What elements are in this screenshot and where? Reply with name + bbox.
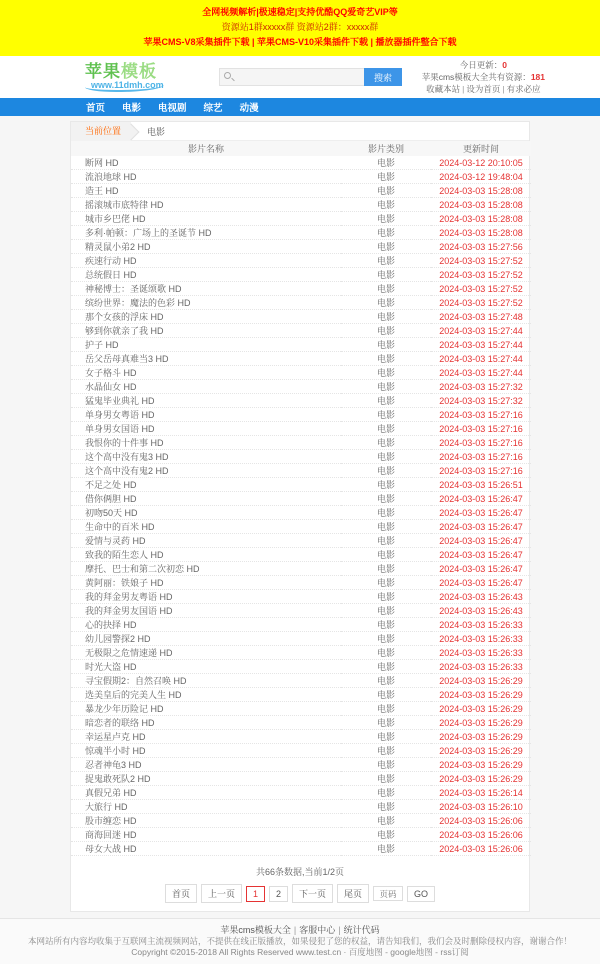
movie-title-link[interactable]: 生命中的百米 HD	[85, 522, 155, 532]
table-row	[71, 800, 531, 814]
movie-title-link[interactable]: 缤纷世界：魔法的色彩 HD	[85, 298, 191, 308]
logo-url: www.11dmh.com	[85, 80, 164, 92]
movie-updated-time: 2024-03-03 15:27:44	[431, 352, 531, 366]
separator: |	[462, 84, 465, 94]
movie-title-link[interactable]: 幼儿园警探2 HD	[85, 634, 151, 644]
movie-category-link[interactable]: 电影	[376, 284, 395, 294]
pagination-info: 共66条数据,当前1/2页	[255, 867, 345, 877]
table-row	[71, 296, 531, 310]
table-row	[71, 758, 531, 772]
movie-title-link[interactable]: 选美皇后的完美人生 HD	[85, 690, 182, 700]
movie-updated-time: 2024-03-03 15:26:47	[431, 506, 531, 520]
nav-item-4[interactable]: 动漫	[239, 103, 259, 114]
table-row	[71, 688, 531, 702]
table-row	[71, 254, 531, 268]
table-row	[71, 590, 531, 604]
table-row	[71, 674, 531, 688]
table-row	[71, 646, 531, 660]
movie-title-link[interactable]: 多利·帕顿：广场上的圣诞节 HD	[85, 228, 212, 238]
movie-category-link[interactable]: 电影	[376, 844, 395, 854]
movie-updated-time: 2024-03-03 15:26:29	[431, 730, 531, 744]
movie-title-link[interactable]: 护子 HD	[85, 340, 119, 350]
movie-category-link[interactable]: 电影	[376, 550, 395, 560]
breadcrumb	[71, 122, 529, 141]
movie-updated-time: 2024-03-03 15:26:29	[431, 772, 531, 786]
page-last-button[interactable]: 尾页	[337, 884, 369, 903]
movie-category-link[interactable]: 电影	[376, 648, 395, 658]
movie-updated-time: 2024-03-03 15:27:56	[431, 240, 531, 254]
banner-line2: 资源站1群xxxxx群 资源站2群：xxxxx群	[221, 22, 379, 32]
page-number-input[interactable]	[373, 886, 403, 901]
table-row	[71, 408, 531, 422]
nav-item-2[interactable]: 电视剧	[158, 103, 187, 114]
movie-title-link[interactable]: 摇滚城市底特律 HD	[85, 200, 164, 210]
top-notice-banner	[0, 0, 600, 56]
movie-category-link[interactable]: 电影	[376, 480, 395, 490]
movie-title-link[interactable]: 母女大战 HD	[85, 844, 137, 854]
movie-updated-time: 2024-03-03 15:26:47	[431, 562, 531, 576]
movie-category-link[interactable]: 电影	[376, 592, 395, 602]
movie-title-link[interactable]: 造王 HD	[85, 186, 119, 196]
movie-updated-time: 2024-03-03 15:27:44	[431, 324, 531, 338]
movie-updated-time: 2024-03-03 15:26:29	[431, 744, 531, 758]
movie-updated-time: 2024-03-03 15:28:08	[431, 226, 531, 240]
col-header-category: 影片类别	[341, 141, 431, 156]
movie-updated-time: 2024-03-03 15:27:16	[431, 464, 531, 478]
movie-category-link[interactable]: 电影	[376, 788, 395, 798]
table-row	[71, 772, 531, 786]
movie-updated-time: 2024-03-03 15:26:33	[431, 632, 531, 646]
movie-updated-time: 2024-03-03 15:27:52	[431, 296, 531, 310]
movie-category-link[interactable]: 电影	[376, 466, 395, 476]
main-nav	[0, 98, 600, 116]
header-link-2[interactable]: 有求必应	[506, 84, 541, 94]
movie-category-link[interactable]: 电影	[376, 270, 395, 280]
table-row	[71, 352, 531, 366]
table-row	[71, 576, 531, 590]
movie-title-link[interactable]: 流浪地球 HD	[85, 172, 137, 182]
table-row	[71, 184, 531, 198]
movie-category-link[interactable]: 电影	[376, 424, 395, 434]
movie-category-link[interactable]: 电影	[376, 452, 395, 462]
page-first-button[interactable]: 首页	[165, 884, 197, 903]
movie-title-link[interactable]: 股市缠恋 HD	[85, 816, 137, 826]
breadcrumb-label: 当前位置	[71, 122, 131, 141]
table-row	[71, 394, 531, 408]
movie-category-link[interactable]: 电影	[376, 704, 395, 714]
movie-category-link[interactable]: 电影	[376, 564, 395, 574]
movie-updated-time: 2024-03-03 15:26:47	[431, 534, 531, 548]
nav-item-0[interactable]: 首页	[86, 103, 106, 114]
movie-category-link[interactable]: 电影	[376, 228, 395, 238]
nav-item-3[interactable]: 综艺	[203, 103, 223, 114]
movie-category-link[interactable]: 电影	[376, 690, 395, 700]
table-row	[71, 366, 531, 380]
movie-updated-time: 2024-03-03 15:27:52	[431, 254, 531, 268]
separator: |	[502, 84, 505, 94]
table-row	[71, 716, 531, 730]
movie-title-link[interactable]: 大旅行 HD	[85, 802, 128, 812]
page-go-button[interactable]: GO	[407, 886, 435, 902]
footer	[0, 918, 600, 964]
page-number-1[interactable]: 1	[246, 886, 265, 902]
movie-category-link[interactable]: 电影	[376, 312, 395, 322]
movie-title-link[interactable]: 精灵鼠小弟2 HD	[85, 242, 151, 252]
table-row	[71, 380, 531, 394]
table-row	[71, 422, 531, 436]
pagination	[71, 884, 529, 903]
table-row	[71, 744, 531, 758]
footer-link-1[interactable]: 客服中心	[299, 925, 336, 935]
movie-title-link[interactable]: 神秘博士：圣诞颂歌 HD	[85, 284, 182, 294]
movie-title-link[interactable]: 我的拜金男友粤语 HD	[85, 592, 173, 602]
movie-title-link[interactable]: 摩托、巴士和第二次初恋 HD	[85, 564, 200, 574]
movie-title-link[interactable]: 城市乡巴佬 HD	[85, 214, 146, 224]
movie-title-link[interactable]: 致我的陌生恋人 HD	[85, 550, 164, 560]
movie-updated-time: 2024-03-03 15:27:32	[431, 380, 531, 394]
col-header-updated: 更新时间	[431, 141, 531, 156]
movie-title-link[interactable]: 真假兄弟 HD	[85, 788, 137, 798]
movie-title-link[interactable]: 无极限之危情速递 HD	[85, 648, 173, 658]
table-row	[71, 268, 531, 282]
separator: |	[293, 925, 297, 935]
movie-category-link[interactable]: 电影	[376, 606, 395, 616]
movie-updated-time: 2024-03-03 15:26:06	[431, 814, 531, 828]
table-row	[71, 212, 531, 226]
movie-title-link[interactable]: 这个高中没有鬼2 HD	[85, 466, 169, 476]
movie-updated-time: 2024-03-03 15:27:16	[431, 408, 531, 422]
movie-updated-time: 2024-03-03 15:27:16	[431, 450, 531, 464]
table-row	[71, 282, 531, 296]
movie-title-link[interactable]: 暗恋者的联络 HD	[85, 718, 155, 728]
movie-category-link[interactable]: 电影	[376, 746, 395, 756]
movie-title-link[interactable]: 我的拜金男友国语 HD	[85, 606, 173, 616]
movie-category-link[interactable]: 电影	[376, 298, 395, 308]
logo-title: 苹果模板	[85, 61, 157, 81]
table-row	[71, 730, 531, 744]
movie-updated-time: 2024-03-03 15:26:43	[431, 604, 531, 618]
movie-title-link[interactable]: 断网 HD	[85, 158, 119, 168]
table-row	[71, 464, 531, 478]
breadcrumb-current[interactable]: 电影	[147, 126, 166, 137]
table-row	[71, 226, 531, 240]
page-next-button[interactable]: 下一页	[292, 884, 333, 903]
separator: |	[338, 925, 341, 935]
table-row	[71, 436, 531, 450]
movie-title-link[interactable]: 岳父岳母真难当3 HD	[85, 354, 169, 364]
movie-category-link[interactable]: 电影	[376, 214, 395, 224]
movie-updated-time: 2024-03-03 15:27:32	[431, 394, 531, 408]
footer-link-2[interactable]: 统计代码	[343, 925, 380, 935]
movie-category-link[interactable]: 电影	[376, 578, 395, 588]
table-row	[71, 562, 531, 576]
movie-title-link[interactable]: 忍者神龟3 HD	[85, 760, 142, 770]
movie-updated-time: 2024-03-03 15:26:47	[431, 548, 531, 562]
movie-updated-time: 2024-03-03 15:26:14	[431, 786, 531, 800]
search-button[interactable]: 搜索	[364, 68, 402, 86]
movie-category-link[interactable]: 电影	[376, 368, 395, 378]
movie-category-link[interactable]: 电影	[376, 186, 395, 196]
table-row	[71, 506, 531, 520]
movie-updated-time: 2024-03-03 15:27:16	[431, 422, 531, 436]
movie-category-link[interactable]: 电影	[376, 438, 395, 448]
movie-updated-time: 2024-03-03 15:28:08	[431, 184, 531, 198]
movie-category-link[interactable]: 电影	[376, 200, 395, 210]
movie-category-link[interactable]: 电影	[376, 774, 395, 784]
movie-category-link[interactable]: 电影	[376, 256, 395, 266]
movie-title-link[interactable]: 借你俩胆 HD	[85, 494, 137, 504]
movie-category-link[interactable]: 电影	[376, 172, 395, 182]
total-count: 181	[530, 72, 545, 82]
movie-category-link[interactable]: 电影	[376, 396, 395, 406]
header-links	[422, 83, 545, 95]
search-icon	[224, 72, 231, 79]
table-row	[71, 450, 531, 464]
header-stats	[422, 59, 545, 95]
footer-links	[0, 924, 600, 936]
movie-updated-time: 2024-03-03 15:26:06	[431, 828, 531, 842]
table-row	[71, 618, 531, 632]
movie-updated-time: 2024-03-03 15:27:48	[431, 310, 531, 324]
header-link-0[interactable]: 收藏本站	[426, 84, 461, 94]
today-update: 今日更新：0	[459, 60, 507, 70]
movie-title-link[interactable]: 惊魂半小时 HD	[85, 746, 146, 756]
search-bar	[219, 68, 402, 86]
table-row	[71, 632, 531, 646]
table-row	[71, 786, 531, 800]
movie-table	[71, 141, 531, 856]
movie-title-link[interactable]: 不足之处 HD	[85, 480, 137, 490]
table-row	[71, 338, 531, 352]
movie-updated-time: 2024-03-03 15:27:44	[431, 338, 531, 352]
content-card	[70, 121, 530, 912]
movie-title-link[interactable]: 够到你就亲了我 HD	[85, 326, 164, 336]
movie-category-link[interactable]: 电影	[376, 242, 395, 252]
site-header	[0, 56, 600, 98]
movie-updated-time: 2024-03-03 15:26:47	[431, 492, 531, 506]
table-row	[71, 478, 531, 492]
movie-category-link[interactable]: 电影	[376, 536, 395, 546]
movie-title-link[interactable]: 猛鬼毕业典礼 HD	[85, 396, 155, 406]
movie-updated-time: 2024-03-03 15:26:29	[431, 758, 531, 772]
movie-category-link[interactable]: 电影	[376, 830, 395, 840]
movie-category-link[interactable]: 电影	[376, 634, 395, 644]
movie-category-link[interactable]: 电影	[376, 354, 395, 364]
banner-line1[interactable]: 全网视频解析|极速稳定|支持优酷QQ爱奇艺VIP等	[202, 7, 398, 17]
movie-updated-time: 2024-03-03 15:27:16	[431, 436, 531, 450]
table-header-row	[71, 141, 531, 156]
movie-title-link[interactable]: 心的抉择 HD	[85, 620, 137, 630]
movie-title-link[interactable]: 我恨你的十件事 HD	[85, 438, 164, 448]
movie-updated-time: 2024-03-03 15:26:47	[431, 576, 531, 590]
movie-category-link[interactable]: 电影	[376, 732, 395, 742]
movie-category-link[interactable]: 电影	[376, 816, 395, 826]
movie-category-link[interactable]: 电影	[376, 676, 395, 686]
search-input[interactable]	[219, 68, 364, 86]
movie-updated-time: 2024-03-03 15:26:29	[431, 688, 531, 702]
movie-title-link[interactable]: 这个高中没有鬼3 HD	[85, 452, 169, 462]
movie-title-link[interactable]: 女子格斗 HD	[85, 368, 137, 378]
movie-updated-time: 2024-03-03 15:28:08	[431, 212, 531, 226]
movie-updated-time: 2024-03-03 15:26:47	[431, 520, 531, 534]
table-row	[71, 156, 531, 170]
today-count: 0	[502, 60, 507, 70]
movie-category-link[interactable]: 电影	[376, 802, 395, 812]
movie-updated-time: 2024-03-03 15:26:29	[431, 702, 531, 716]
movie-title-link[interactable]: 单身男女国语 HD	[85, 424, 155, 434]
movie-updated-time: 2024-03-03 15:26:29	[431, 716, 531, 730]
table-row	[71, 310, 531, 324]
table-row	[71, 170, 531, 184]
movie-updated-time: 2024-03-03 15:26:33	[431, 618, 531, 632]
footer-disclaimer: 本网站所有内容均收集于互联网主流视频网站，不提供在线正版播放，如果侵犯了您的权益，请告知我们，我们会及时删除侵权内容，谢谢合作！	[27, 936, 572, 946]
movie-title-link[interactable]: 水晶仙女 HD	[85, 382, 137, 392]
movie-category-link[interactable]: 电影	[376, 522, 395, 532]
movie-category-link[interactable]: 电影	[376, 326, 395, 336]
movie-updated-time: 2024-03-03 15:28:08	[431, 198, 531, 212]
nav-item-1[interactable]: 电影	[122, 103, 142, 114]
movie-category-link[interactable]: 电影	[376, 662, 395, 672]
movie-updated-time: 2024-03-03 15:27:44	[431, 366, 531, 380]
movie-category-link[interactable]: 电影	[376, 340, 395, 350]
table-row	[71, 548, 531, 562]
movie-updated-time: 2024-03-03 15:26:33	[431, 660, 531, 674]
movie-title-link[interactable]: 捉鬼敢死队2 HD	[85, 774, 151, 784]
table-row	[71, 702, 531, 716]
movie-updated-time: 2024-03-03 15:26:10	[431, 800, 531, 814]
page-number-2[interactable]: 2	[269, 886, 288, 902]
movie-title-link[interactable]: 疾速行动 HD	[85, 256, 137, 266]
table-row	[71, 534, 531, 548]
table-row	[71, 842, 531, 856]
movie-updated-time: 2024-03-03 15:27:52	[431, 268, 531, 282]
table-row	[71, 240, 531, 254]
movie-category-link[interactable]: 电影	[376, 158, 395, 168]
movie-title-link[interactable]: 总统假日 HD	[85, 270, 137, 280]
movie-updated-time: 2024-03-03 15:26:06	[431, 842, 531, 856]
footer-copyright: Copyright ©2015-2018 All Rights Reserved www.test.cn · 百度地图 - google地图 - rss订阅	[131, 947, 469, 957]
movie-updated-time: 2024-03-03 15:27:52	[431, 282, 531, 296]
movie-title-link[interactable]: 单身男女粤语 HD	[85, 410, 155, 420]
table-row	[71, 520, 531, 534]
header-link-1[interactable]: 设为首页	[466, 84, 501, 94]
movie-updated-time: 2024-03-03 15:26:51	[431, 478, 531, 492]
movie-category-link[interactable]: 电影	[376, 382, 395, 392]
movie-title-link[interactable]: 时光大盗 HD	[85, 662, 137, 672]
movie-title-link[interactable]: 爱情与灵药 HD	[85, 536, 146, 546]
table-row	[71, 324, 531, 338]
movie-updated-time: 2024-03-03 15:26:43	[431, 590, 531, 604]
movie-title-link[interactable]: 黄阿丽：铁娘子 HD	[85, 578, 164, 588]
movie-category-link[interactable]: 电影	[376, 508, 395, 518]
movie-title-link[interactable]: 寻宝假期2：自然召唤 HD	[85, 676, 187, 686]
movie-category-link[interactable]: 电影	[376, 620, 395, 630]
movie-category-link[interactable]: 电影	[376, 760, 395, 770]
movie-category-link[interactable]: 电影	[376, 718, 395, 728]
footer-link-0[interactable]: 苹果cms模板大全	[220, 925, 291, 935]
table-row	[71, 828, 531, 842]
movie-title-link[interactable]: 那个女孩的浮床 HD	[85, 312, 164, 322]
page-prev-button[interactable]: 上一页	[201, 884, 242, 903]
movie-title-link[interactable]: 幸运星卢克 HD	[85, 732, 146, 742]
table-row	[71, 604, 531, 618]
table-row	[71, 814, 531, 828]
total-resources: 苹果cms模板大全共有资源：181	[421, 72, 545, 82]
table-row	[71, 492, 531, 506]
movie-category-link[interactable]: 电影	[376, 494, 395, 504]
movie-updated-time: 2024-03-12 20:10:05	[431, 156, 531, 170]
table-row	[71, 198, 531, 212]
banner-line3[interactable]: 苹果CMS-V8采集插件下载 | 苹果CMS-V10采集插件下载 | 播放器插件整合下载	[143, 37, 457, 47]
movie-category-link[interactable]: 电影	[376, 410, 395, 420]
movie-title-link[interactable]: 初吻50天 HD	[85, 508, 138, 518]
movie-updated-time: 2024-03-12 19:48:04	[431, 170, 531, 184]
site-logo[interactable]	[85, 63, 195, 92]
movie-updated-time: 2024-03-03 15:26:29	[431, 674, 531, 688]
movie-title-link[interactable]: 商海回迷 HD	[85, 830, 137, 840]
movie-title-link[interactable]: 暴龙少年历险记 HD	[85, 704, 164, 714]
col-header-name: 影片名称	[71, 141, 341, 156]
table-row	[71, 660, 531, 674]
movie-updated-time: 2024-03-03 15:26:33	[431, 646, 531, 660]
